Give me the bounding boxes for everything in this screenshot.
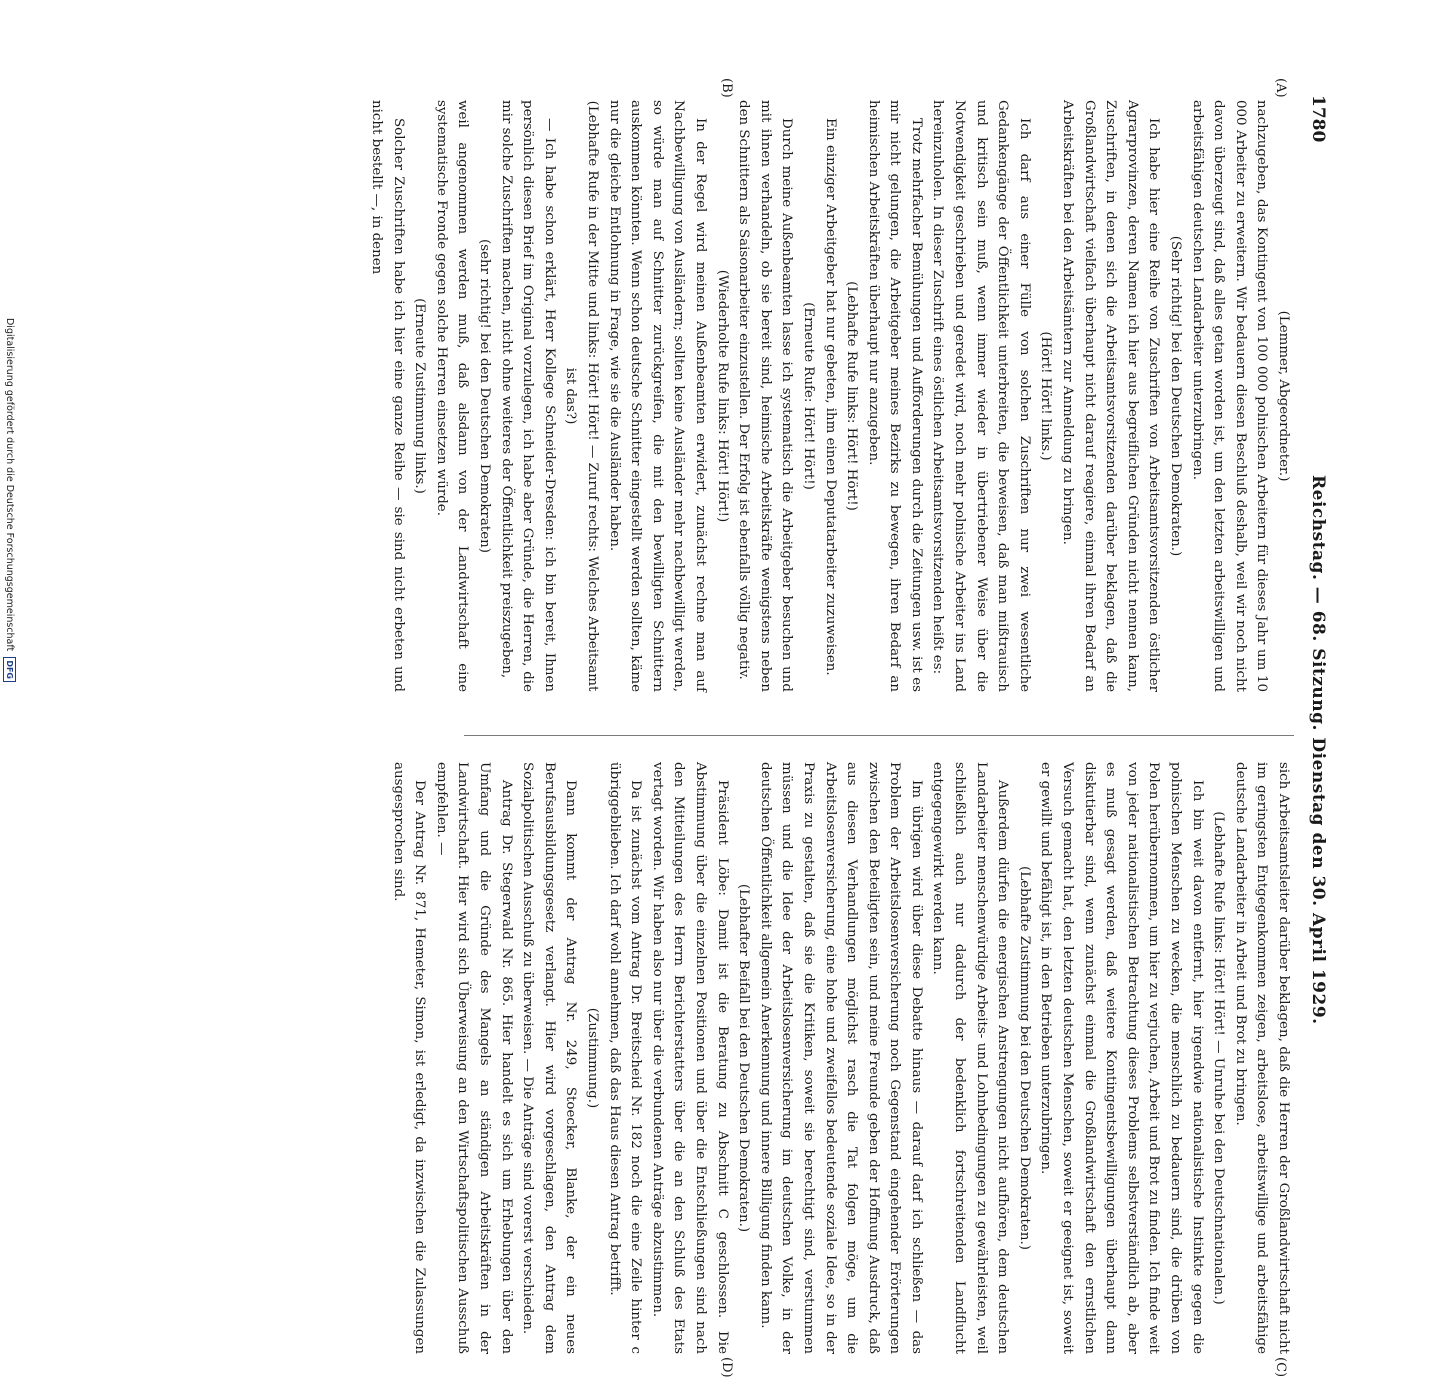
paragraph: Im übrigen wird über diese Debatte hinaus — darauf darf ich schließen — das Problem der Arbeitslosenversicherung noch Gegenstand eingehender Erörterungen zwischen den Beteiligten sein, und meine Freunde geben der Hoffnung Ausdruck, daß aus diesen Verhandlungen möglichst rasch die Tat folgen möge, um die Arbeitslosenversicherung, eine hohe und zweifellos bedeutende soziale Idee, so in der Praxis zu gestalten, daß sie die Kritiken, soweit sie berechtigt sind, verstummen müssen und die Idee der Arbeitslosenversicherung im deutschen Volke, in der deutschen Öffentlichkeit allgemein Anerkennung und innere Billigung finden kann. [757, 762, 924, 1354]
paragraph: Ich darf aus einer Fülle von solchen Zuschriften nur zwei wesentliche Gedankengänge der Öffentlichkeit unterbreiten, die beweisen, daß man mißtrauisch und kritisch sein muß, wenn immer wieder in übertriebener Weise über die Notwendigkeit geschrieben und geredet wird, noch mehr polnische Arbeiter ins Land hereinzuholen. In dieser Zuschrift eines östlichen Arbeitsamtsvorsitzenden heißt es: [930, 100, 1032, 692]
margin-marker-d: (D) [719, 1357, 734, 1378]
paragraph: — Ich habe schon erklärt, Herr Kollege Schneider-Dresden: ich bin bereit, Ihnen persönlich diesen Brief im Original vorzulegen, ich habe aber Gründe, die Herren, die mir solche Zuschriften machen, nicht ohne weiteres der Öffentlichkeit preiszugeben, [498, 100, 557, 692]
paragraph: Ich habe hier eine Reihe von Zuschriften von Arbeitsamtsvorsitzenden östlicher Agrarprovinzen, deren Namen ich hier aus begreiflichen Gründen nicht nennen kann, Zuschriften, in denen sich die Arbeitsamtsvorsitzenden darüber beklagen, daß die Großlandwirtschaft vielfach überhaupt nicht darauf reagiere, einmal ihren Bedarf an Arbeitskräften bei den Arbeitsämtern zur Anmeldung zu bringen. [1060, 100, 1162, 692]
column-divider [464, 735, 1294, 736]
interjection: (Lebhafter Beifall bei den Deutschen Demokraten.) [736, 883, 752, 1233]
interjection: (Sehr richtig! bei den Deutschen Demokraten.) [1168, 235, 1184, 557]
paragraph: Da ist zunächst vom Antrag Dr. Breitscheid Nr. 182 noch die eine Zeile hinter c übriggeblieben. Ich darf wohl annehmen, daß das Haus diesen Antrag betrifft. [606, 762, 644, 1354]
president-statement: Präsident Löbe: Damit ist die Beratung zu Abschnitt C geschlossen. Die Abstimmung über die einzelnen Positionen und über die Entschließungen sind nach den Mitteilungen des Herrn Berichterstatters über die an den Schluß des Etats vertagt worden. Wir haben also nur über die verbundenen Anträge abzustimmen. [649, 762, 730, 1354]
page-header [1298, 95, 1328, 1345]
margin-marker-a: (A) [1273, 78, 1288, 98]
paragraph: Antrag Dr. Stegerwald Nr. 865. Hier handelt es sich um Erhebungen über den Umfang und die Gründe des Mangels an ständigen Arbeitskräften in der Landwirtschaft. Hier wird sich Überweisung an den Wirtschaftspolitischen Ausschuß empfehlen. — [433, 762, 514, 1354]
right-column [387, 762, 1294, 1354]
paragraph: sich Arbeitsamtsleiter darüber beklagen, daß die Herren der Großlandwirtschaft nicht im geringsten Entgegenkommen zeigen, arbeitslose, arbeitswillige und arbeitsfähige deutsche Landarbeiter in Arbeit und Brot zu bringen. [1232, 762, 1291, 1354]
margin-marker-b: (B) [719, 78, 734, 98]
paragraph: weil angenommen werden muß, daß alsdann von der Landwirtschaft eine systematische Fronde gegen solche Herren einsetzen würde. [433, 100, 471, 692]
digitization-credit [2, 0, 16, 1000]
interjection: (sehr richtig! bei den Deutschen Demokraten) [477, 239, 493, 553]
dfg-logo: DFG [3, 657, 16, 682]
speaker-line: (Lemmer, Abgeordneter.) [1276, 310, 1291, 482]
interjection: (Zustimmung.) [585, 1007, 600, 1109]
page-title: Reichstag. — 68. Sitzung. Dienstag den 30. April 1929. [1308, 475, 1328, 1025]
paragraph: Dann kommt der Antrag Nr. 249, Stoecker, Blanke, der ein neues Berufsausbildungsgesetz verlangt. Hier wird vorgeschlagen, den Antrag dem Sozialpolitischen Ausschuß zu überweisen. — Die Anträge sind vorerst verschieden. [520, 762, 579, 1354]
paragraph: Außerdem dürfen die energischen Anstrengungen nicht aufhören, dem deutschen Landarbeiter menschenwürdige Arbeits- und Lohnbedingungen zu gewährleisten, weil schließlich auch nur dadurch der bedenklich fortschreitenden Landflucht entgegengewirkt werden kann. [930, 762, 1011, 1354]
interjection: (Erneute Rufe: Hört! Hört!) [800, 302, 816, 490]
quoted-paragraph: Ein einziger Arbeitgeber hat nur gebeten, ihm einen Deputatarbeiter zuzuweisen. [822, 118, 838, 676]
paragraph: Der Antrag Nr. 871, Hemeter, Simon, ist erledigt, da inzwischen die Zulassungen ausgesprochen sind. [390, 762, 428, 1354]
left-column [365, 100, 1294, 692]
paragraph: Ich bin weit davon entfernt, hier irgendwie nationalistische Instinkte gegen die polnischen Menschen zu wecken, die menschlich zu bedauern sind, die drüben von Polen herübernommen, um hier zu verjuchen, Arbeit und Brot zu finden. Ich finde weit von jeder nationalistischen Betrachtung dieses Problems selbstverständlich ab, aber es muß gesagt werden, daß weitere Kontingentsbewilligungen überhaupt dann diskutierbar sind, wenn zunächst einmal die Großlandwirtschaft den ernstlichen Versuch gemacht hat, den letzten deutschen Menschen, soweit er geeignet ist, soweit er gewillt und befähigt ist, in den Betrieben unterzubringen. [1038, 762, 1205, 1354]
interjection: (Lebhafte Rufe links: Hört! Hört!) [844, 281, 860, 511]
credit-text: Digitalisierung gefördert durch die Deutsche Forschungsgemeinschaft [4, 317, 15, 652]
interjection: (Erneute Zustimmung links.) [412, 298, 428, 494]
page-number: 1780 [1308, 95, 1328, 143]
margin-marker-c: (C) [1273, 1357, 1288, 1378]
interjection: (Lebhafte Rufe links: Hört! Hört! — Unruhe bei den Deutschnationalen.) [1211, 811, 1227, 1305]
interjection: (Lebhafte Rufe in der Mitte und links: Hört! Hört! — Zuruf rechts: Welches Arbeitsamt ist das?) [563, 100, 600, 692]
quoted-paragraph: Trotz mehrfacher Bemühungen und Aufforderungen durch die Zeitungen usw. ist es mir nicht gelungen, die Arbeitgeber meines Bezirks zu bewegen, ihren Bedarf an heimischen Arbeitskräften überhaupt nur anzugeben. [865, 100, 924, 692]
interjection: (Wiederholte Rufe links: Hört! Hört!) [714, 269, 730, 523]
interjection: (Lebhafte Zustimmung bei den Deutschen Demokraten.) [1016, 866, 1032, 1250]
interjection: (Hört! Hört! links.) [1038, 331, 1054, 461]
quoted-paragraph: In der Regel wird meinen Außenbeamten erwidert, zunächst rechne man auf Nachbewilligung von Ausländern; sollten keine Ausländer mehr nachbewilligt werden, so würde man auf Schnitter zurückgreifen, die mit den bewilligten Schnittern auskommen könnten. Wenn schon deutsche Schnitter eingestellt werden sollten, käme nur die gleiche Entlohnung in Frage, wie sie die Ausländer haben. [606, 100, 708, 692]
paragraph: Solcher Zuschriften habe ich hier eine ganze Reihe — sie sind nicht erbeten und nicht bestellt —, in denen [369, 100, 406, 692]
quoted-paragraph: Durch meine Außenbeamten lasse ich systematisch die Arbeitgeber besuchen und mit ihnen verhandeln, ob sie bereit sind, heimische Arbeitskräfte wenigstens neben den Schnittern als Saisonarbeiter einzustellen. Der Erfolg ist ebenfalls völlig negativ. [736, 100, 795, 692]
paragraph: nachzugeben, das Kontingent von 100 000 polnischen Arbeitern für dieses Jahr um 10 000 Arbeiter zu erweitern. Wir bedauern diesen Beschluß deshalb, weil wir noch nicht davon überzeugt sind, daß alles getan worden ist, um den letzten arbeitswilligen und arbeitsfähigen deutschen Landarbeiter unterzubringen. [1189, 100, 1270, 692]
